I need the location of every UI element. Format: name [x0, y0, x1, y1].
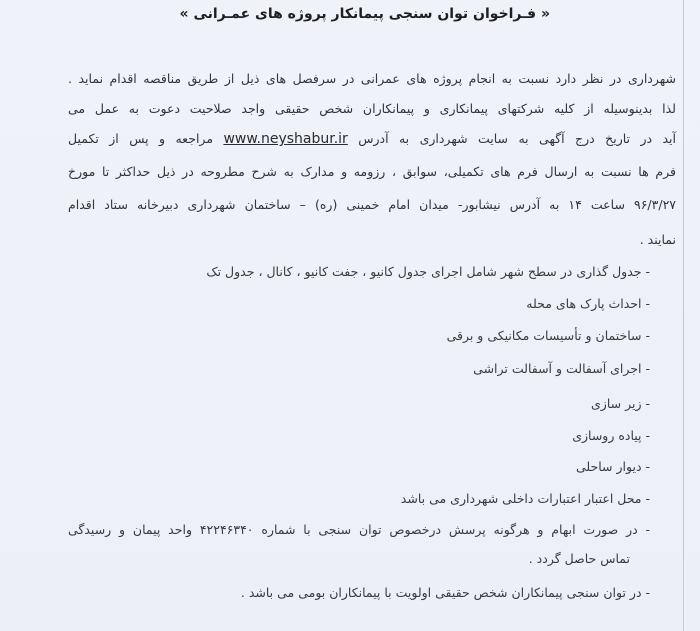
project-item-asphalt: - اجرای آسفالت و آسفالت تراشی — [473, 361, 650, 376]
project-item-parks: - احداث پارک های محله — [526, 296, 650, 311]
intro-line-3 — [68, 131, 676, 147]
page-edge-line — [683, 0, 684, 631]
note-contact: - در صورت ابهام و هرگونه پرسش درخصوص توان سنجی با شماره ۴۲۲۴۶۳۴۰ واحد پیمان و رسیدگی — [68, 522, 651, 537]
intro-line-4: فرم ها نسبت به ارسال فرم های تکمیلی، سوابق ، رزومه و مدارک به شرح مطروحه در ذیل حداکثر تا مورخ — [68, 164, 676, 179]
note-contact-continued: تماس حاصل گردد . — [528, 551, 630, 566]
project-item-curbing: - جدول گذاری در سطح شهر شامل اجرای جدول کانیو ، جفت کانیو ، کانال ، جدول تک — [206, 264, 650, 279]
document-title: « فـراخوان توان سنجی پیمانکار پروژه های عمـرانی » — [179, 6, 550, 22]
intro-line-3-end: مراجعه و پس از تکمیل — [68, 131, 214, 146]
intro-line-3-start: آید در تاریخ درج آگهی به سایت شهرداری به آدرس — [358, 131, 676, 146]
website-link[interactable]: www.neyshabur.ir — [223, 131, 348, 147]
note-local-priority: - در توان سنجی پیمانکاران شخص حقیقی اولویت با پیمانکاران بومی می باشد . — [240, 585, 650, 600]
project-item-sidewalk: - پیاده روسازی — [572, 428, 650, 443]
intro-line-2: لذا بدینوسیله از کلیه شرکتهای پیمانکاری و پیمانکاران شخص حقیقی واجد صلاحیت دعوت به عمل می — [68, 101, 676, 116]
project-item-subgrade: - زیر سازی — [591, 396, 650, 411]
project-item-retaining-wall: - دیوار ساحلی — [575, 459, 650, 474]
intro-line-5: ۹۶/۳/۲۷ ساعت ۱۴ به آدرس نیشابور- میدان امام خمینی (ره) – ساختمان شهرداری دبیرخانه ستاد اقدام — [68, 197, 676, 212]
project-item-building-installations: - ساختمان و تأسیسات مکانیکی و برقی — [446, 328, 650, 343]
intro-line-6: نمایند . — [639, 232, 676, 247]
intro-line-1: شهرداری در نظر دارد نسبت به انجام پروژه های عمرانی در سرفصل های ذیل از طریق مناقصه اقدام نماید . — [68, 71, 676, 86]
note-funding-source: - محل اعتبار اعتبارات داخلی شهرداری می باشد — [400, 491, 650, 506]
